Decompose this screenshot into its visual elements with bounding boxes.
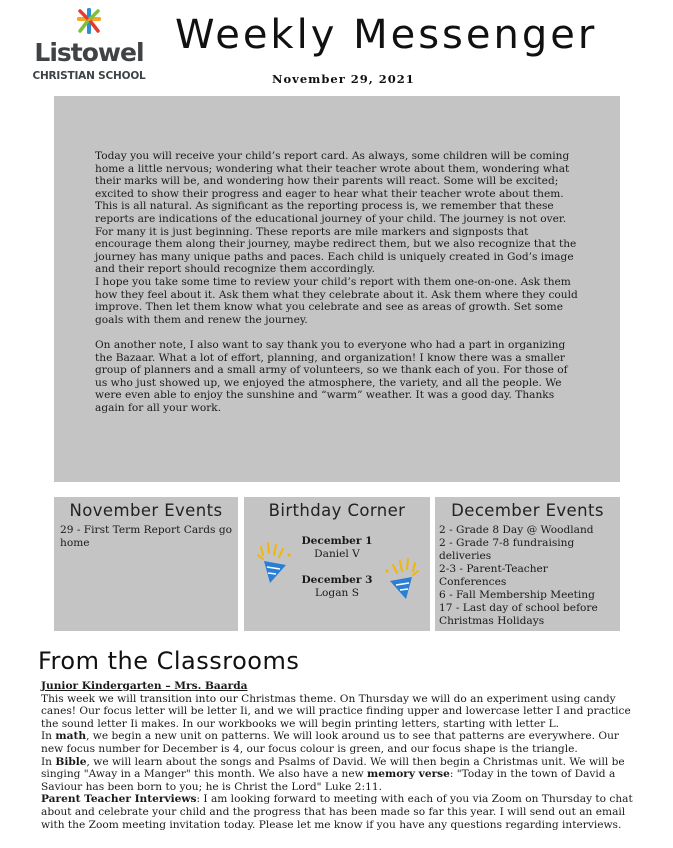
event-item: 2 - Grade 7-8 fundraising deliveries	[439, 537, 575, 562]
cross-logo-icon	[74, 6, 104, 36]
classroom-paragraph: In Bible, we will learn about the songs and Psalms of David. We will then begin a Christmas unit. We will be singing "Away in a Manger" this month. We also have a new memory verse: "Today in the town of David a Saviour has been born to you; he is Christ the Lord" Luke 2:11.	[41, 755, 625, 793]
logo-subtitle: CHRISTIAN SCHOOL	[32, 70, 146, 82]
november-events-title: November Events	[69, 501, 223, 520]
classroom-heading: Junior Kindergarten – Mrs. Baarda	[41, 680, 248, 692]
event-item: 29 - First Term Report Cards go home	[60, 524, 232, 549]
event-item: 2 - Grade 8 Day @ Woodland	[439, 524, 594, 536]
newsletter-title: Weekly Messenger	[175, 12, 598, 58]
event-item: 2-3 - Parent-Teacher Conferences	[439, 563, 548, 588]
classrooms-section-title: From the Classrooms	[38, 647, 300, 675]
classroom-paragraph: In math, we begin a new unit on patterns. We will look around us to see that patterns are everywhere. Our new focus number for December is 4, our focus colour is green, and our focus shape is the triangle.	[41, 730, 619, 755]
classroom-report	[41, 680, 641, 831]
event-item: 6 - Fall Membership Meeting	[439, 589, 595, 601]
birthday-date: December 1	[301, 535, 373, 547]
principal-letter	[95, 150, 580, 414]
school-logo	[30, 6, 148, 84]
letter-paragraph: Today you will receive your child’s report card. As always, some children will be coming home a little nervous; wondering what their teacher wrote about them, wondering what their marks will be, and wondering how their parents will react. Some will be excited; excited to show their progress and eager to hear what their teacher wrote about them. This is all natural. As significant as the reporting process is, we remember that these reports are indications of the educational journey of your child. The journey is not over. For many it is just beginning. These reports are mile markers and signposts that encourage them along their journey, maybe redirect them, but we also recognize that the journey has many unique paths and paces. Each child is uniquely created in God’s image and their report should recognize them accordingly.	[95, 150, 577, 276]
letter-paragraph: I hope you take some time to review your child’s report with them one-on-one. Ask them how they feel about it. Ask them what they celebrate about it. Ask them where they could improve. Then let them know what you celebrate and see as areas of growth. Set some goals with them and renew the journey.	[95, 275, 578, 326]
december-events-title: December Events	[451, 501, 604, 520]
newsletter-date: November 29, 2021	[272, 72, 415, 86]
birthday-list	[244, 535, 430, 600]
birthday-name: Logan S	[315, 587, 359, 599]
birthday-name: Daniel V	[314, 548, 360, 560]
birthday-corner-title: Birthday Corner	[268, 501, 406, 520]
december-events-panel	[435, 497, 620, 631]
logo-name: Listowel	[34, 38, 144, 67]
letter-paragraph: On another note, I also want to say thank you to everyone who had a part in organizing the Bazaar. What a lot of effort, planning, and organization! I know there was a smaller group of planners and a small army of volunteers, so we thank each of you. For those of us who just showed up, we enjoyed the atmosphere, the variety, and all the people. We were even able to enjoy the sunshine and “warm” weather. It was a good day. Thanks again for all your work.	[95, 338, 568, 414]
birthday-date: December 3	[301, 574, 373, 586]
event-item: 17 - Last day of school before Christmas Holidays	[439, 602, 598, 627]
november-events-panel	[54, 497, 238, 631]
classroom-paragraph: Parent Teacher Interviews: I am looking forward to meeting with each of you via Zoom on Thursday to chat about and celebrate your child and the progress that has been made so far this year. I will send out an email with the Zoom meeting invitation today. Please let me know if you have any questions regarding interviews.	[41, 793, 633, 831]
classroom-paragraph: This week we will transition into our Christmas theme. On Thursday we will do an experiment using candy canes! Our focus letter will be letter Ii, and we will practice finding upper and lowercase letter I and practice the sound letter Ii makes. In our workbooks we will begin printing letters, starting with letter L.	[41, 692, 631, 730]
birthday-corner-panel	[244, 497, 430, 631]
